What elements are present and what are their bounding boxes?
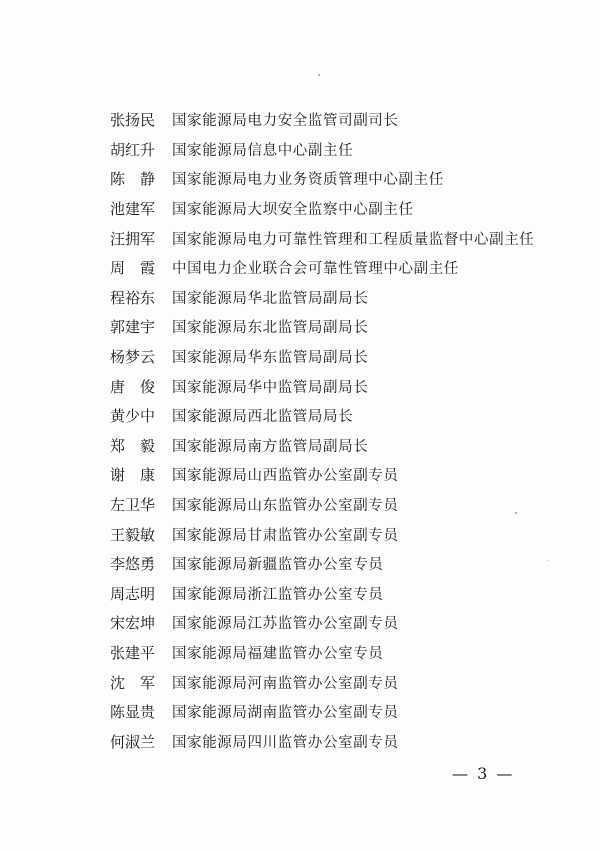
person-position: 国家能源局四川监管办公室副专员 — [172, 734, 399, 751]
personnel-entry — [110, 460, 534, 490]
personnel-entry — [110, 312, 534, 342]
person-position: 国家能源局华东监管局副局长 — [172, 350, 369, 367]
person-name: 程裕东 — [110, 288, 156, 307]
personnel-entry — [110, 490, 534, 520]
person-name: 沈军 — [110, 673, 171, 692]
personnel-entry — [110, 105, 534, 135]
person-position: 国家能源局电力业务资质管理中心副主任 — [172, 172, 444, 189]
person-name: 陈静 — [110, 170, 171, 189]
person-name: 陈显贵 — [110, 703, 156, 722]
person-position: 国家能源局信息中心副主任 — [172, 142, 354, 159]
person-position: 国家能源局浙江监管办公室专员 — [172, 586, 384, 603]
person-position: 中国电力企业联合会可靠性管理中心副主任 — [172, 261, 459, 278]
personnel-entry — [110, 342, 534, 372]
personnel-entry — [110, 371, 534, 401]
person-position: 国家能源局山西监管办公室副专员 — [172, 468, 399, 485]
personnel-entry — [110, 164, 534, 194]
person-position: 国家能源局河南监管办公室副专员 — [172, 675, 399, 692]
personnel-list — [110, 105, 534, 756]
personnel-entry — [110, 638, 534, 668]
personnel-entry — [110, 519, 534, 549]
personnel-entry — [110, 135, 534, 165]
person-name: 左卫华 — [110, 496, 156, 515]
person-position: 国家能源局大坝安全监察中心副主任 — [172, 202, 414, 219]
person-name: 胡红升 — [110, 140, 156, 159]
person-name: 张扬民 — [110, 111, 156, 130]
person-position: 国家能源局华中监管局副局长 — [172, 379, 369, 396]
personnel-entry — [110, 579, 534, 609]
personnel-entry — [110, 431, 534, 461]
person-position: 国家能源局东北监管局副局长 — [172, 320, 369, 337]
person-name: 张建平 — [110, 643, 156, 662]
scan-speck — [318, 74, 320, 76]
person-name: 李悠勇 — [110, 555, 156, 574]
personnel-entry — [110, 549, 534, 579]
person-name: 郑毅 — [110, 436, 171, 455]
person-position: 国家能源局新疆监管办公室专员 — [172, 557, 384, 574]
person-name: 王毅敏 — [110, 525, 156, 544]
personnel-entry — [110, 697, 534, 727]
person-position: 国家能源局甘肃监管办公室副专员 — [172, 527, 399, 544]
person-position: 国家能源局山东监管办公室副专员 — [172, 498, 399, 515]
personnel-entry — [110, 223, 534, 253]
personnel-entry — [110, 253, 534, 283]
page-number: — 3 — — [452, 764, 515, 783]
scan-speck — [548, 560, 549, 561]
person-position: 国家能源局江苏监管办公室副专员 — [172, 616, 399, 633]
person-position: 国家能源局电力可靠性管理和工程质量监督中心副主任 — [172, 231, 535, 248]
scan-speck — [515, 512, 517, 514]
person-position: 国家能源局华北监管局副局长 — [172, 290, 369, 307]
person-position: 国家能源局湖南监管办公室副专员 — [172, 705, 399, 722]
person-position: 国家能源局南方监管局副局长 — [172, 438, 369, 455]
person-name: 唐俊 — [110, 377, 171, 396]
personnel-entry — [110, 608, 534, 638]
personnel-entry — [110, 726, 534, 756]
person-name: 汪拥军 — [110, 229, 156, 248]
personnel-entry — [110, 401, 534, 431]
personnel-entry — [110, 283, 534, 313]
person-name: 黄少中 — [110, 407, 156, 426]
personnel-entry — [110, 667, 534, 697]
person-name: 谢康 — [110, 466, 171, 485]
person-position: 国家能源局西北监管局局长 — [172, 409, 354, 426]
person-name: 杨梦云 — [110, 348, 156, 367]
person-name: 周志明 — [110, 584, 156, 603]
personnel-entry — [110, 194, 534, 224]
person-name: 何淑兰 — [110, 732, 156, 751]
person-name: 周霞 — [110, 259, 171, 278]
person-name: 郭建宇 — [110, 318, 156, 337]
person-position: 国家能源局福建监管办公室专员 — [172, 645, 384, 662]
person-name: 池建军 — [110, 200, 156, 219]
person-position: 国家能源局电力安全监管司副司长 — [172, 113, 399, 130]
person-name: 宋宏坤 — [110, 614, 156, 633]
